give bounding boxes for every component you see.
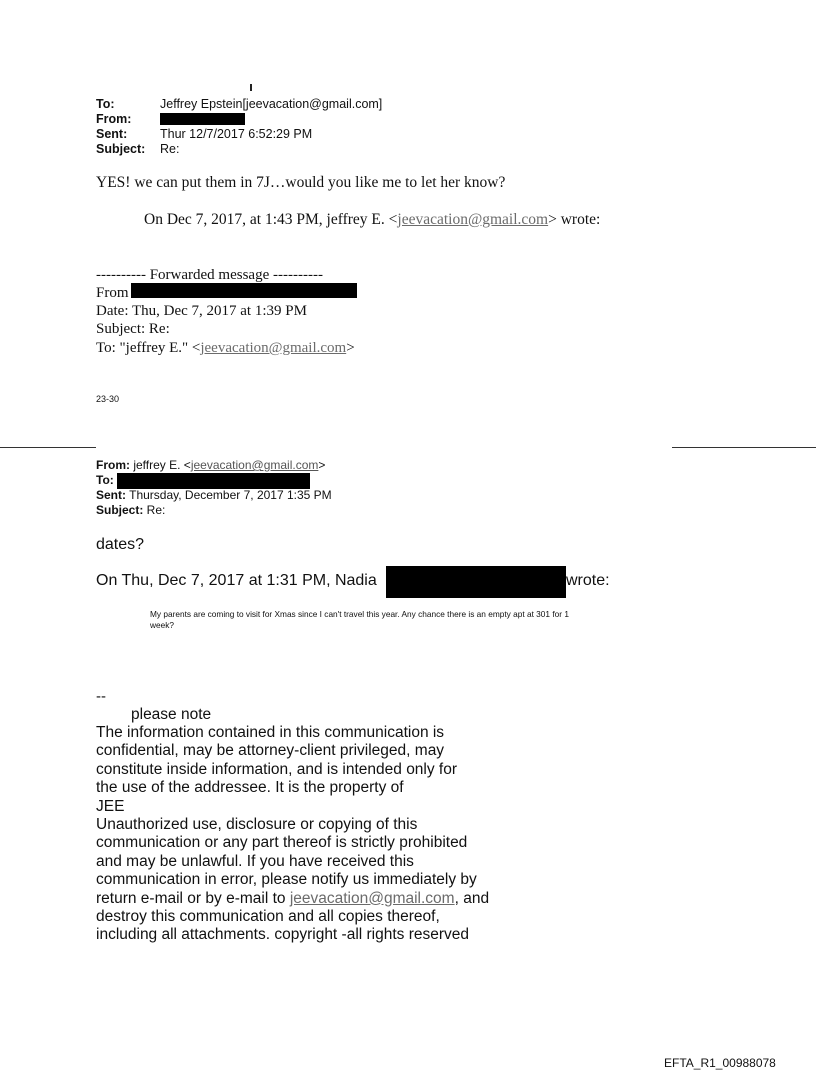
disclaimer-line: JEE xyxy=(96,797,125,815)
redaction-block xyxy=(386,566,566,598)
disclaimer-line: confidential, may be attorney-client privileged, may xyxy=(96,742,445,760)
return-prefix: return e-mail or by e-mail to xyxy=(96,889,290,907)
subject-label: Subject: xyxy=(96,142,146,156)
quote-line-2-prefix: On Thu, Dec 7, 2017 at 1:31 PM, Nadia xyxy=(96,572,377,589)
to-label: To: xyxy=(96,97,115,111)
disclaimer-line: constitute inside information, and is intended only for xyxy=(96,760,458,778)
forwarded-date: Date: Thu, Dec 7, 2017 at 1:39 PM xyxy=(96,303,307,319)
disclaimer-block xyxy=(96,724,489,945)
header-sent-row xyxy=(96,127,312,141)
from-prefix: jeffrey E. < xyxy=(130,458,191,472)
header-to-row xyxy=(96,97,382,111)
forwarded-to xyxy=(96,340,355,357)
disclaimer-line: The information contained in this communication is xyxy=(96,724,445,741)
subject-label: Subject: xyxy=(96,503,144,517)
page-number: 23-30 xyxy=(96,394,120,404)
document-id: EFTA_R1_00988078 xyxy=(664,1056,776,1070)
divider-left xyxy=(0,447,96,448)
email-link[interactable]: jeevacation@gmail.com xyxy=(397,211,549,228)
redaction-block xyxy=(131,283,357,298)
header-subject-row xyxy=(96,142,179,156)
forwarded-to-suffix: > xyxy=(346,340,355,356)
header2-from-row xyxy=(96,458,325,472)
email-link[interactable]: jeevacation@gmail.com xyxy=(289,889,455,907)
disclaimer-email-line xyxy=(96,890,489,908)
disclaimer-line: communication in error, please notify us immediately by xyxy=(96,871,477,889)
redaction-block xyxy=(160,113,245,125)
quote-line-1 xyxy=(144,211,600,229)
quote-suffix: > wrote: xyxy=(548,211,601,228)
disclaimer-line: communication or any part thereof is strictly prohibited xyxy=(96,834,468,852)
forwarded-divider: ---------- Forwarded message ---------- xyxy=(96,267,323,283)
disclaimer-line: the use of the addressee. It is the property of xyxy=(96,779,404,797)
forwarded-from-label: From xyxy=(96,285,129,301)
disclaimer-line: and may be unlawful. If you have received this xyxy=(96,852,414,870)
return-suffix: , and xyxy=(454,889,490,907)
reply-body: YES! we can put them in 7J…would you like me to let her know? xyxy=(96,174,506,191)
to-label: To: xyxy=(96,473,114,487)
scan-artifact xyxy=(250,84,252,91)
disclaimer-line: Unauthorized use, disclosure or copying of this xyxy=(96,816,418,834)
sent-value: Thur 12/7/2017 6:52:29 PM xyxy=(160,127,313,141)
redaction-block xyxy=(117,473,310,489)
disclaimer-line: including all attachments. copyright -all rights reserved xyxy=(96,926,470,944)
subject-value: Re: xyxy=(143,503,166,517)
forwarded-subject: Subject: Re: xyxy=(96,321,170,337)
from-label: From: xyxy=(96,458,130,472)
header2-sent-row xyxy=(96,488,332,502)
signature-dashes: -- xyxy=(96,688,106,705)
nadia-message-line-2: week? xyxy=(150,620,174,630)
sent-value: Thursday, December 7, 2017 1:35 PM xyxy=(126,488,332,502)
header2-subject-row xyxy=(96,503,165,517)
dates-body: dates? xyxy=(96,536,145,553)
header-from-row xyxy=(96,112,160,126)
sent-label: Sent: xyxy=(96,488,126,502)
divider-right xyxy=(672,447,816,448)
subject-value: Re: xyxy=(160,142,180,156)
quote-line-2-suffix: wrote: xyxy=(566,572,610,589)
disclaimer-line: destroy this communication and all copies thereof, xyxy=(96,908,440,926)
to-value: Jeffrey Epstein[jeevacation@gmail.com] xyxy=(160,97,383,111)
from-suffix: > xyxy=(318,458,326,472)
email-link[interactable]: jeevacation@gmail.com xyxy=(200,340,347,356)
header2-to-row xyxy=(96,473,114,487)
from-label: From: xyxy=(96,112,132,126)
forwarded-to-prefix: To: "jeffrey E." < xyxy=(96,340,201,356)
nadia-message-line-1: My parents are coming to visit for Xmas since I can't travel this year. Any chance there is an empty apt at 301 for 1 xyxy=(150,609,569,619)
email-link[interactable]: jeevacation@gmail.com xyxy=(190,458,319,472)
sent-label: Sent: xyxy=(96,127,128,141)
quote-prefix: On Dec 7, 2017, at 1:43 PM, jeffrey E. < xyxy=(144,211,398,228)
please-note: please note xyxy=(131,706,212,723)
